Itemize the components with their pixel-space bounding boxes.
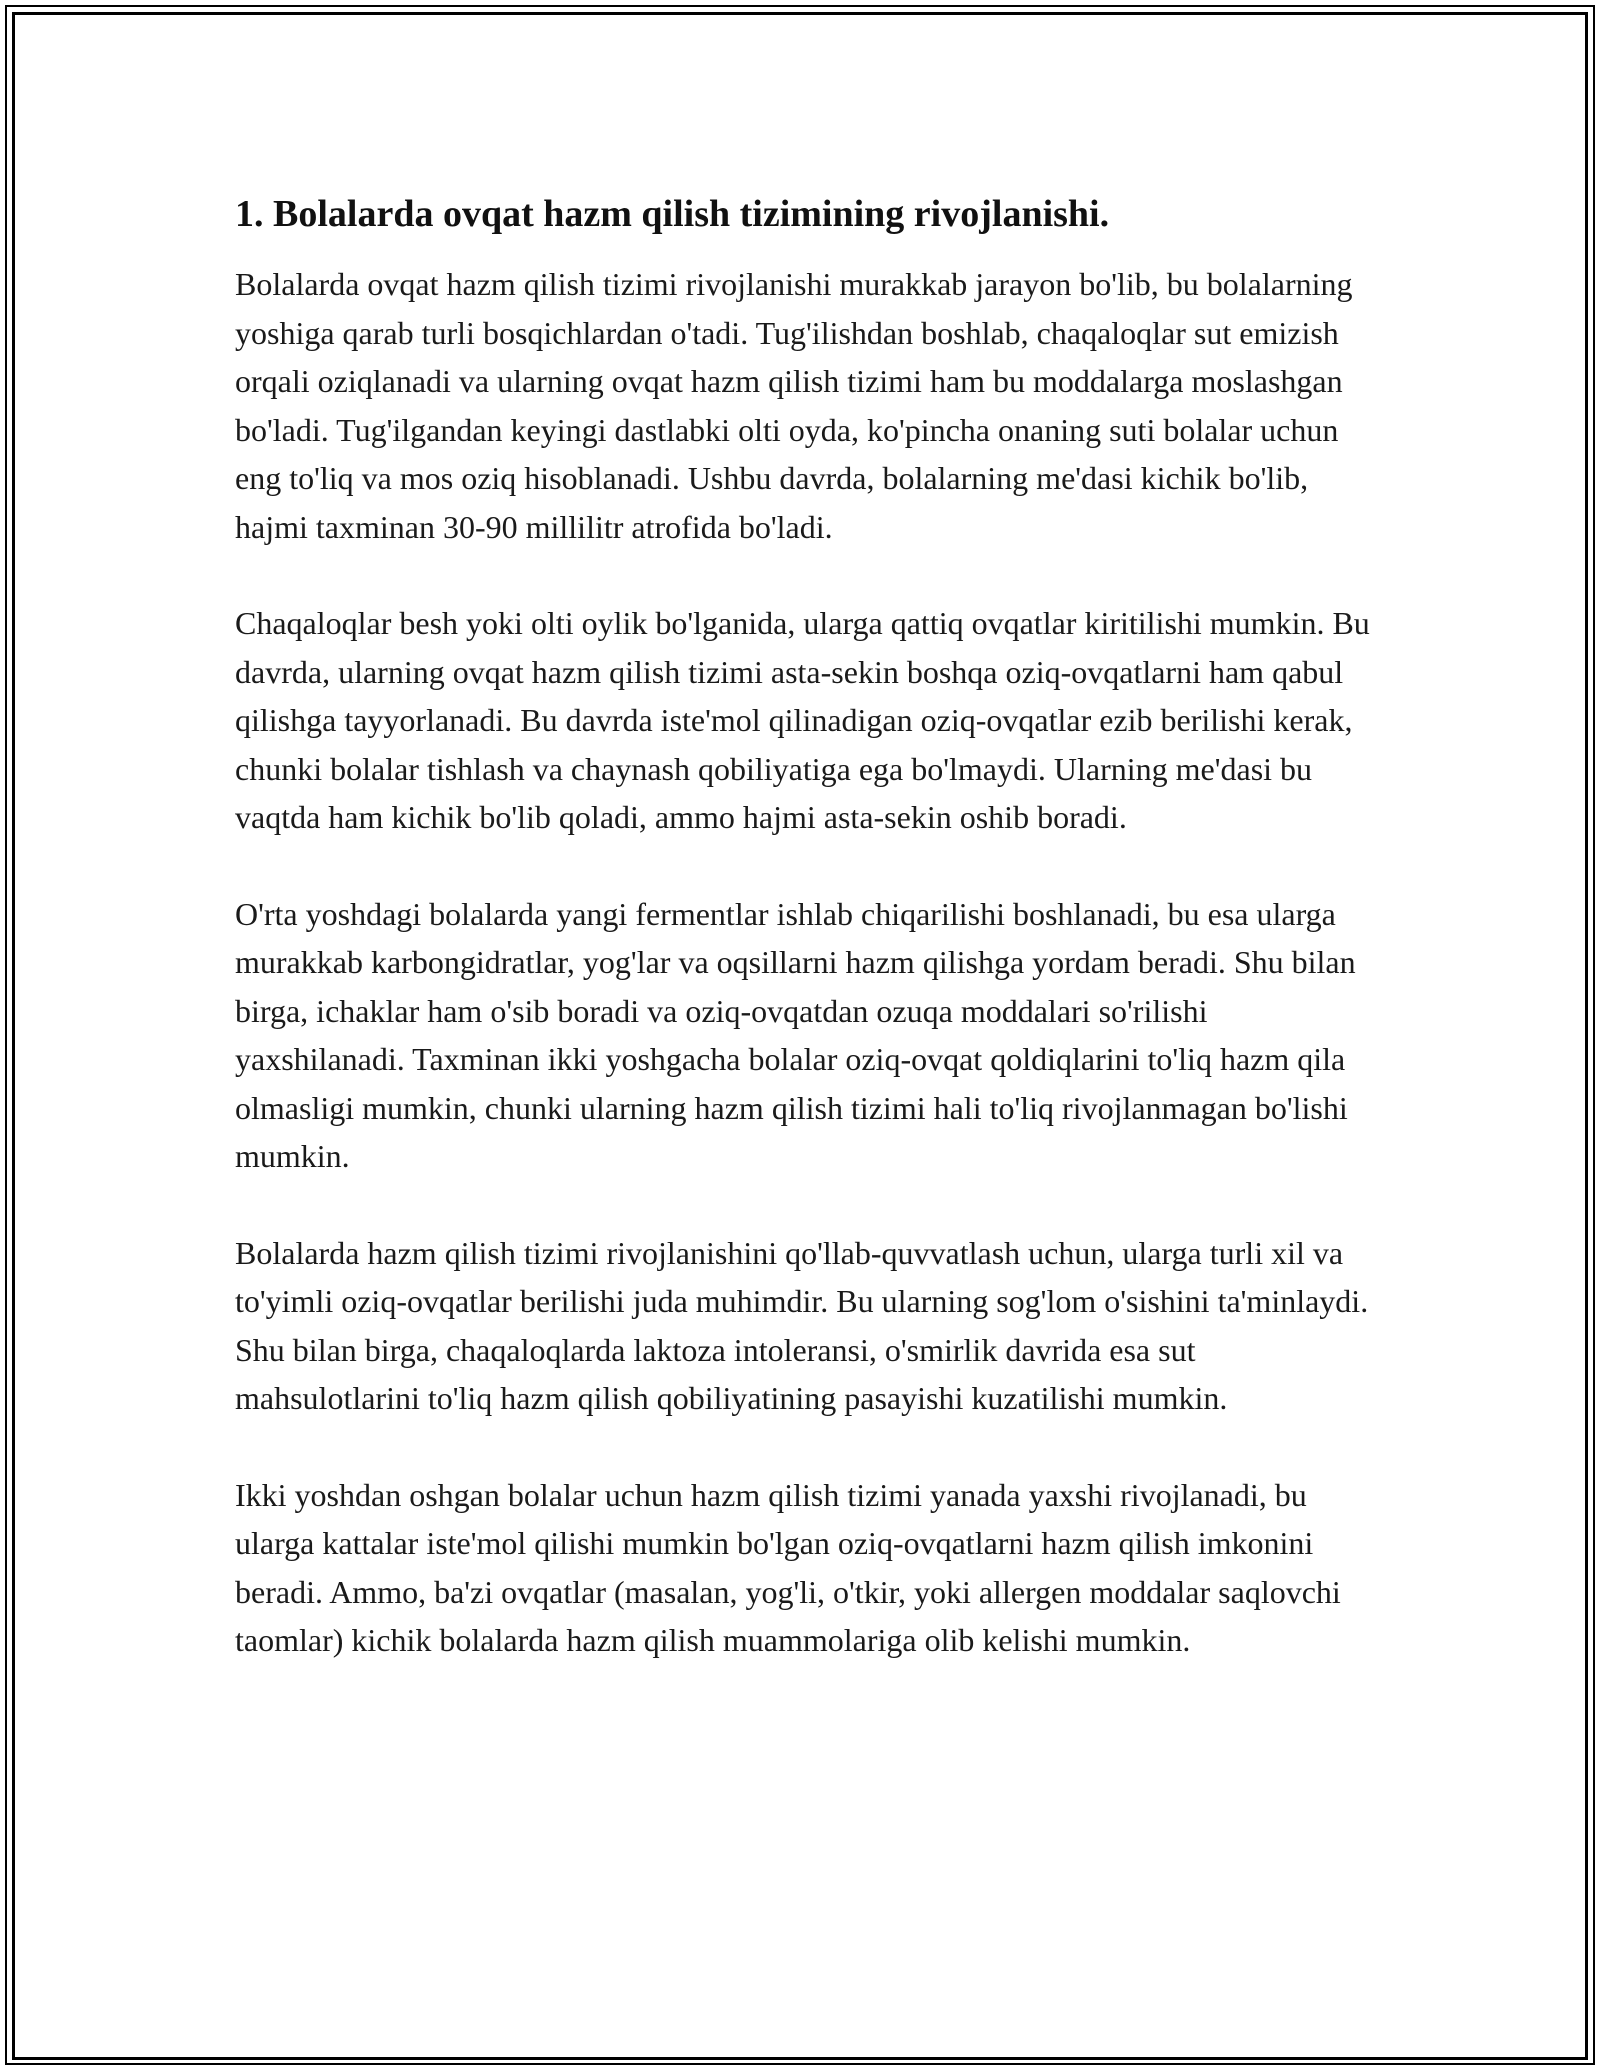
document-body bbox=[235, 190, 1385, 1713]
paragraph-5: Ikki yoshdan oshgan bolalar uchun hazm qilish tizimi yanada yaxshi rivojlanadi, bu ularga kattalar iste'mol qilishi mumkin bo'lgan oziq-ovqatlarni hazm qilish imkonini beradi. Ammo, ba'zi ovqatlar (masalan, yog'li, o'tkir, yoki allergen moddalar saqlovchi taomlar) kichik bolalarda hazm qilish muammolariga olib kelishi mumkin. bbox=[235, 1476, 1341, 1658]
paragraph-4: Bolalarda hazm qilish tizimi rivojlanishini qo'llab-quvvatlash uchun, ularga turli xil va to'yimli oziq-ovqatlar berilishi juda muhimdir. Bu ularning sog'lom o'sishini ta'minlaydi. Shu bilan birga, chaqaloqlarda laktoza intoleransi, o'smirlik davrida esa sut mahsulotlarini to'liq hazm qilish qobiliyatining pasayishi kuzatilishi mumkin. bbox=[235, 1234, 1369, 1416]
paragraph-3: O'rta yoshdagi bolalarda yangi fermentlar ishlab chiqarilishi boshlanadi, bu esa ularga murakkab karbongidratlar, yog'lar va oqsillarni hazm qilishga yordam beradi. Shu bilan birga, ichaklar ham o'sib boradi va oziq-ovqatdan ozuqa moddalari so'rilishi yaxshilanadi. Taxminan ikki yoshgacha bolalar oziq-ovqat qoldiqlarini to'liq hazm qila olmasligi mumkin, chunki ularning hazm qilish tizimi hali to'liq rivojlanmagan bo'lishi mumkin. bbox=[235, 895, 1356, 1174]
document-title: 1. Bolalarda ovqat hazm qilish tizimining rivojlanishi. bbox=[235, 193, 1110, 235]
paragraph-1: Bolalarda ovqat hazm qilish tizimi rivojlanishi murakkab jarayon bo'lib, bu bolalarning yoshiga qarab turli bosqichlardan o'tadi. Tug'ilishdan boshlab, chaqaloqlar sut emizish orqali oziqlanadi va ularning ovqat hazm qilish tizimi ham bu moddalarga moslashgan bo'ladi. Tug'ilgandan keyingi dastlabki olti oyda, ko'pincha onaning suti bolalar uchun eng to'liq va mos oziq hisoblanadi. Ushbu davrda, bolalarning me'dasi kichik bo'lib, hajmi taxminan 30-90 millilitr atrofida bo'ladi. bbox=[235, 266, 1353, 545]
paragraph-2: Chaqaloqlar besh yoki olti oylik bo'lganida, ularga qattiq ovqatlar kiritilishi mumkin. Bu davrda, ularning ovqat hazm qilish tizimi asta-sekin boshqa oziq-ovqatlarni ham qabul qilishga tayyorlanadi. Bu davrda iste'mol qilinadigan oziq-ovqatlar ezib berilishi kerak, chunki bolalar tishlash va chaynash qobiliyatiga ega bo'lmaydi. Ularning me'dasi bu vaqtda ham kichik bo'lib qoladi, ammo hajmi asta-sekin oshib boradi. bbox=[235, 605, 1370, 835]
